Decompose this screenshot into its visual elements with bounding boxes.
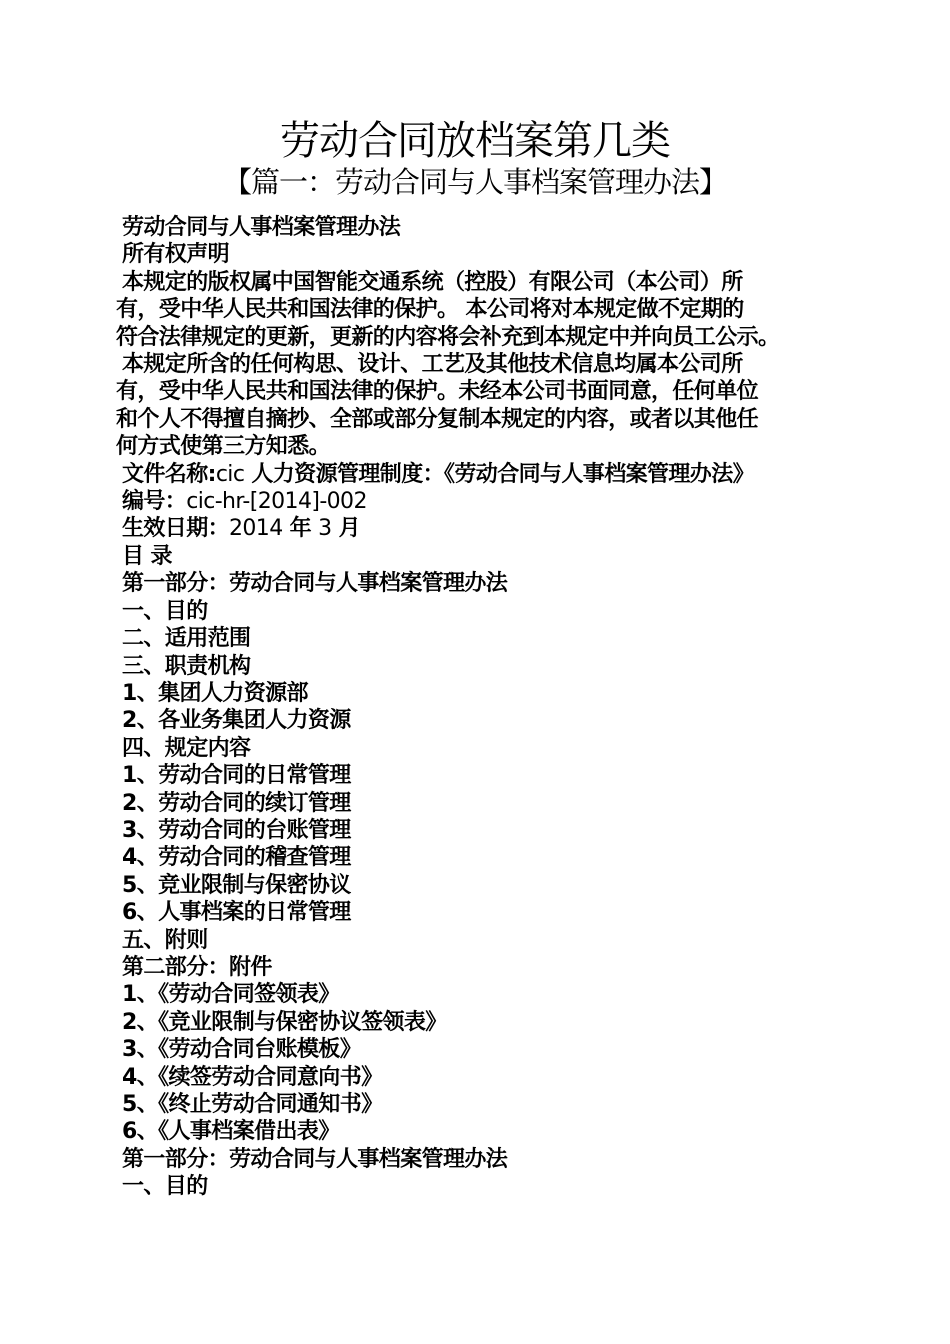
number-label: 编号： <box>122 489 187 515</box>
toc-item: 第一部分：劳动合同与人事档案管理办法 <box>122 1146 508 1172</box>
toc-item: 第二部分：附件 <box>122 954 272 980</box>
ownership-heading: 所有权声明 <box>122 242 230 268</box>
paragraph-line: 本规定所含的任何构思、设计、工艺及其他技术信息均属本公司所 <box>122 352 743 378</box>
file-name-code: cic <box>215 461 245 487</box>
number-line <box>116 488 846 515</box>
toc-item: 5、竞业限制与保密协议 <box>122 872 351 898</box>
date-year-unit: 年 <box>282 516 319 542</box>
paragraph-line: 本规定的版权属中国智能交通系统（控股）有限公司（本公司）所 <box>122 269 743 295</box>
date-line <box>116 515 846 542</box>
document-subtitle: 【篇一：劳动合同与人事档案管理办法】 <box>222 165 727 199</box>
toc-item: 6、《人事档案借出表》 <box>122 1119 340 1145</box>
toc-item: 二、适用范围 <box>122 626 251 652</box>
toc-label: 目 录 <box>122 543 172 569</box>
section-heading: 劳动合同与人事档案管理办法 <box>122 215 401 240</box>
toc-item: 3、劳动合同的台账管理 <box>122 817 351 843</box>
toc-item: 五、附则 <box>122 927 208 953</box>
document-body <box>116 214 846 1201</box>
file-name-line <box>116 461 846 488</box>
toc-item: 2、各业务集团人力资源 <box>122 708 351 734</box>
toc-item: 四、规定内容 <box>122 735 251 761</box>
toc-item: 3、《劳动合同台账模板》 <box>122 1037 362 1063</box>
date-label: 生效日期： <box>122 516 230 542</box>
toc-item: 第一部分：劳动合同与人事档案管理办法 <box>122 571 508 597</box>
ownership-paragraph-2 <box>116 351 846 461</box>
paragraph-line: 符合法律规定的更新，更新的内容将会补充到本规定中并向员工公示。 <box>116 324 780 350</box>
paragraph-line: 有，受中华人民共和国法律的保护。 本公司将对本规定做不定期的 <box>116 297 744 323</box>
paragraph-line: 有，受中华人民共和国法律的保护。未经本公司书面同意，任何单位 <box>116 379 759 405</box>
toc-item: 2、劳动合同的续订管理 <box>122 790 351 816</box>
file-name-label: 文件名称: <box>122 461 216 487</box>
toc-item: 4、《续签劳动合同意向书》 <box>122 1064 383 1090</box>
toc-item: 1、劳动合同的日常管理 <box>122 763 351 789</box>
toc-item: 一、目的 <box>122 598 208 624</box>
table-of-contents <box>116 570 846 1200</box>
paragraph-line: 何方式使第三方知悉。 <box>116 434 331 460</box>
toc-item: 2、《竞业限制与保密协议签领表》 <box>122 1009 447 1035</box>
date-month-unit: 月 <box>331 516 361 542</box>
date-year: 2014 <box>229 516 283 542</box>
toc-item: 5、《终止劳动合同通知书》 <box>122 1092 383 1117</box>
document-title: 劳动合同放档案第几类 <box>280 118 670 164</box>
toc-item: 1、《劳动合同签领表》 <box>122 982 340 1008</box>
date-month: 3 <box>318 516 332 542</box>
toc-item: 三、职责机构 <box>122 653 251 679</box>
paragraph-line: 和个人不得擅自摘抄、全部或部分复制本规定的内容，或者以其他任 <box>116 406 759 432</box>
toc-item: 1、集团人力资源部 <box>122 680 308 706</box>
toc-item: 4、劳动合同的稽查管理 <box>122 845 351 871</box>
file-name-value: 人力资源管理制度：《劳动合同与人事档案管理办法》 <box>244 461 754 487</box>
toc-item: 一、目的 <box>122 1174 208 1200</box>
number-value: cic-hr-[2014]-002 <box>186 489 367 515</box>
ownership-paragraph-1 <box>116 269 846 351</box>
toc-item: 6、人事档案的日常管理 <box>122 900 351 926</box>
